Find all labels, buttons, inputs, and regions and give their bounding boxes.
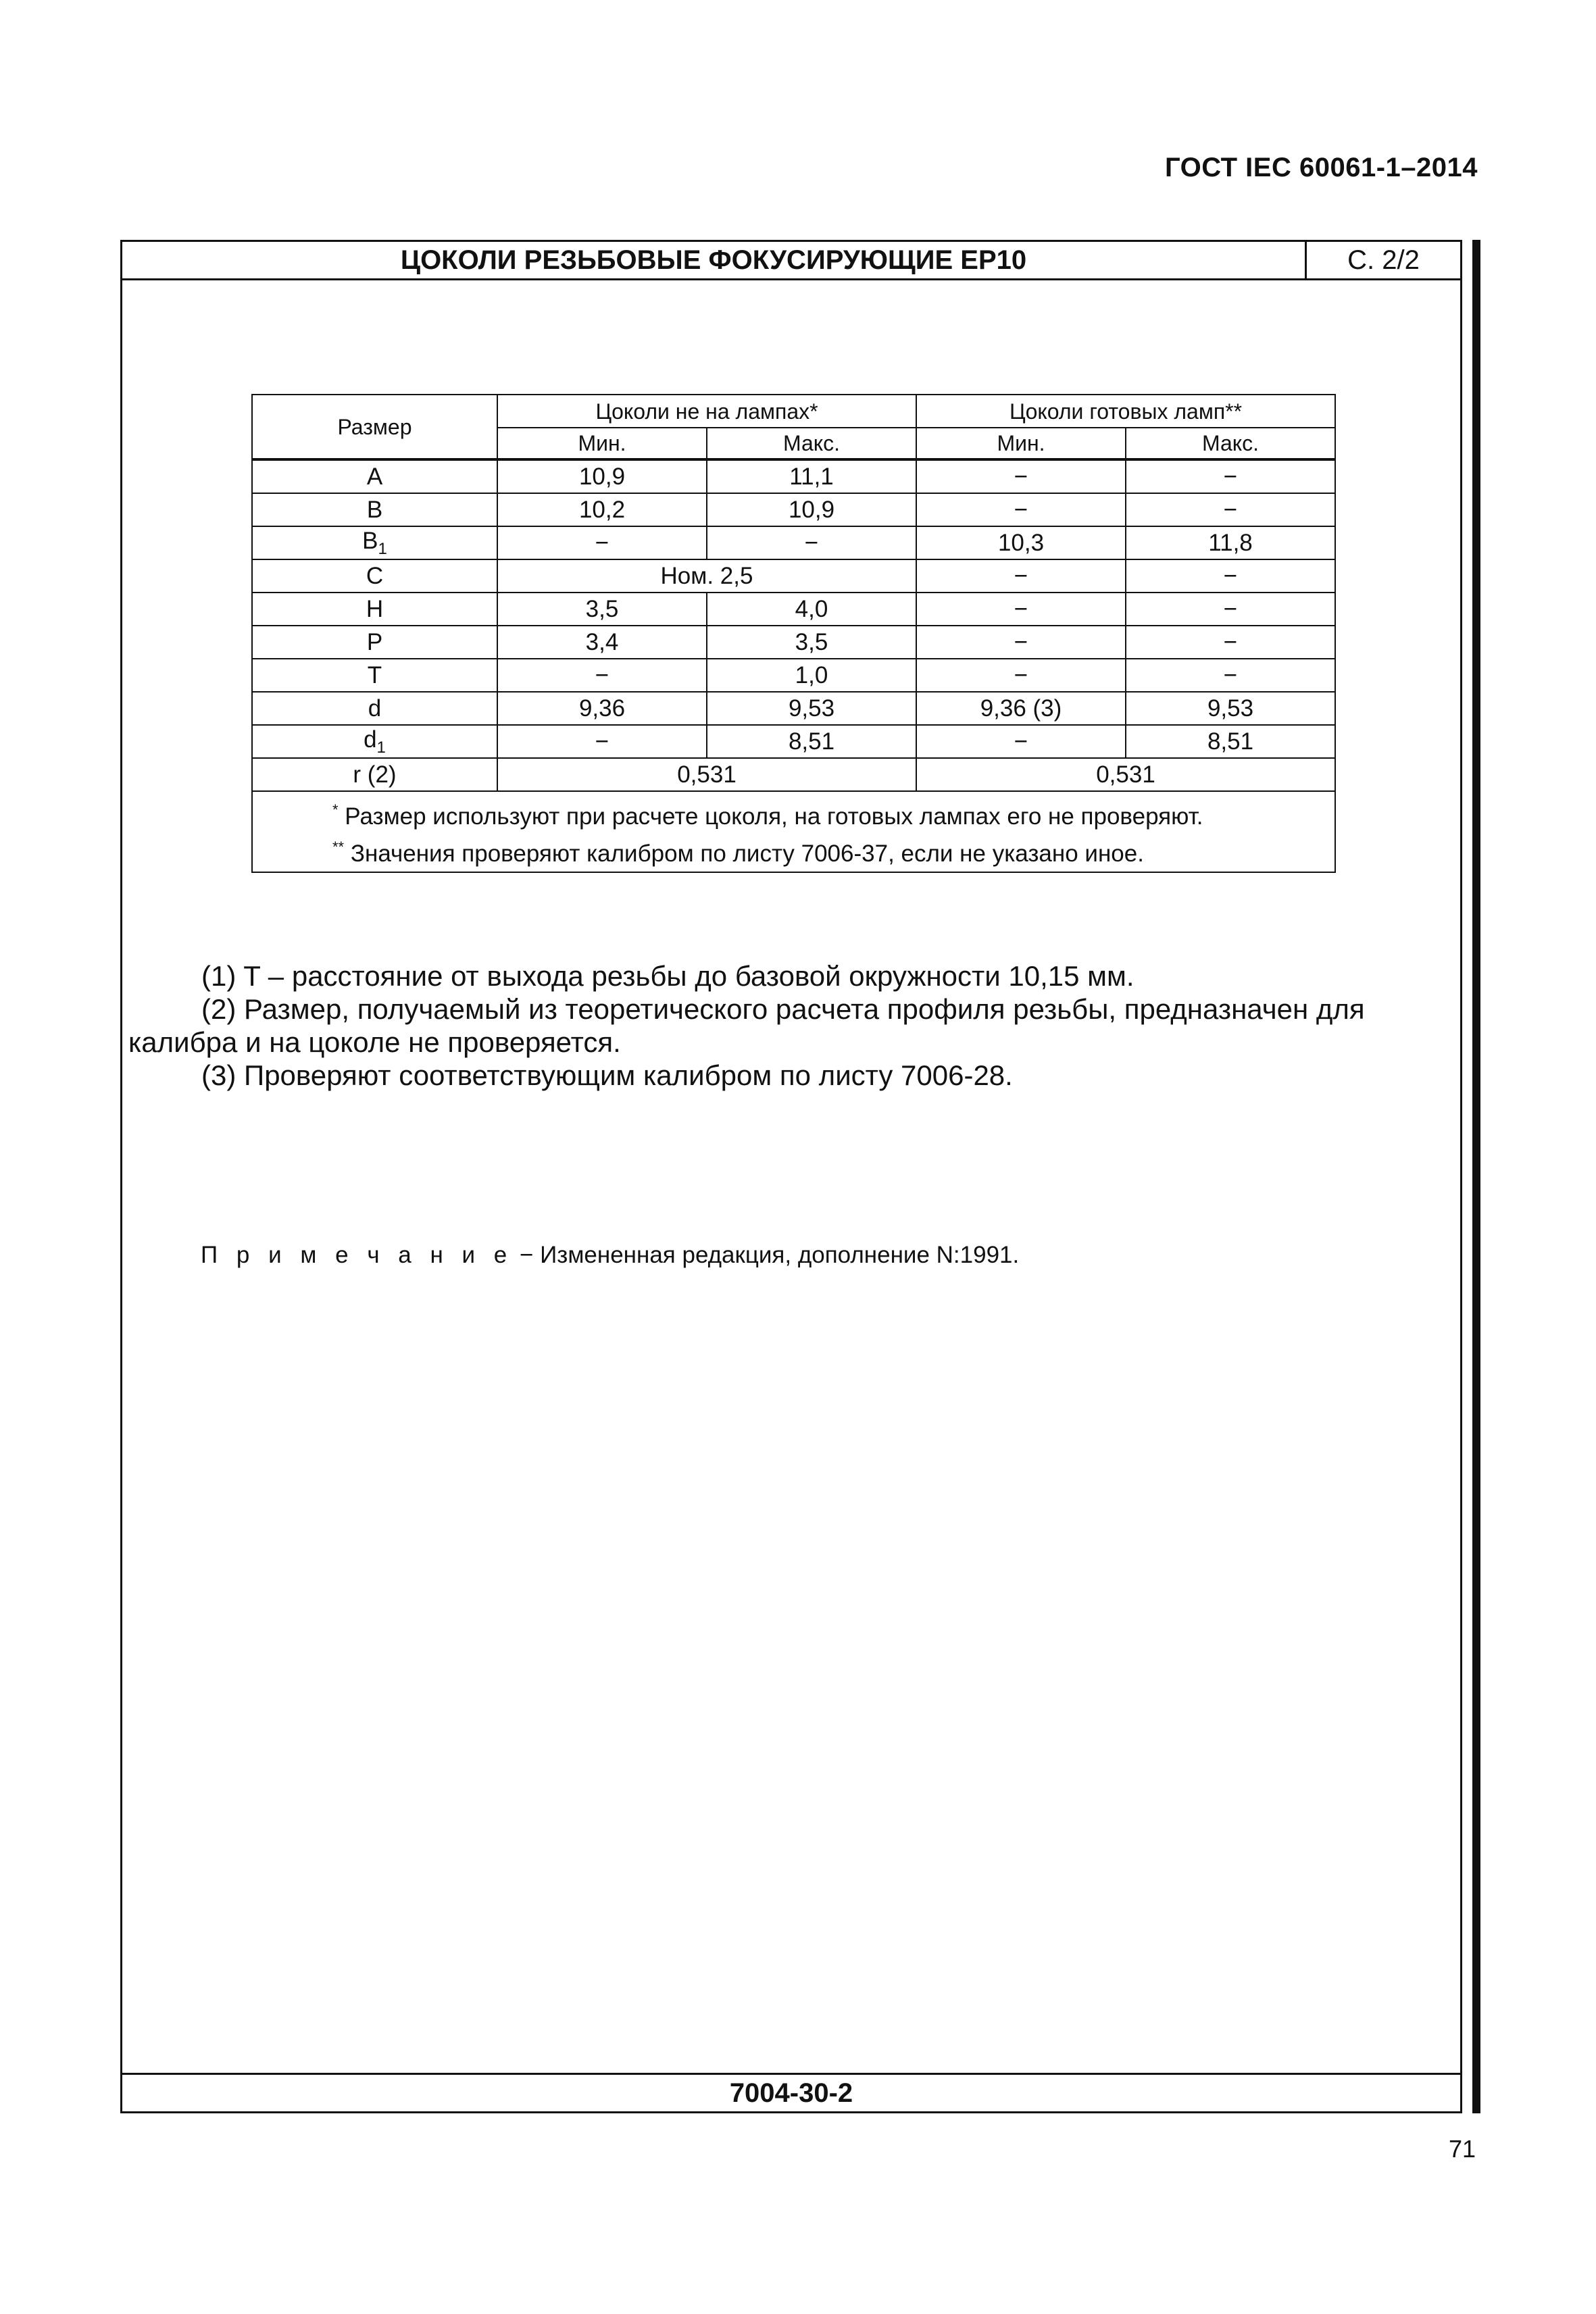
footnote-mark: *: [332, 801, 339, 818]
footnote-text: Размер используют при расчете цоколя, на готовых лампах его не проверяют.: [338, 803, 1203, 830]
table-row: [252, 725, 1335, 758]
table-footnotes: [252, 791, 1335, 872]
header-max: Макс.: [707, 428, 916, 459]
footnote-text: Значения проверяют калибром по листу 7006-37, если не указано иное.: [344, 840, 1144, 867]
note-3: [128, 1059, 1456, 1092]
table-row: [252, 692, 1335, 725]
header-min: Мин.: [916, 428, 1126, 459]
cell-value: 8,51: [1126, 725, 1335, 758]
row-label: C: [252, 559, 497, 593]
cell-value: −: [916, 659, 1126, 692]
table-row: [252, 526, 1335, 559]
sheet-code: 7004-30-2: [122, 2073, 1460, 2111]
table-row: [252, 493, 1335, 526]
title-row: [122, 242, 1460, 280]
cell-value: 3,4: [497, 626, 707, 659]
note-2: [128, 992, 1456, 1059]
remark-text: − Измененная редакция, дополнение N:1991.: [513, 1242, 1020, 1268]
header-size: Размер: [252, 395, 497, 459]
row-label-subscript: 1: [376, 738, 386, 757]
note-2-text: (2) Размер, получаемый из теоретического расчета профиля резьбы, предназначен для калибра и на цоколе не проверяется.: [128, 993, 1365, 1058]
cell-value: −: [707, 526, 916, 559]
cell-value: −: [497, 659, 707, 692]
cell-value: 10,2: [497, 493, 707, 526]
row-label-subscript: 1: [378, 539, 387, 558]
cell-value: 11,1: [707, 459, 916, 493]
footnote-2: [332, 832, 1335, 869]
table-row: [252, 758, 1335, 791]
row-label-main: d: [364, 726, 377, 753]
cell-value: −: [916, 459, 1126, 493]
row-label: T: [252, 659, 497, 692]
footnote-1: [332, 795, 1335, 832]
cell-value: −: [916, 559, 1126, 593]
cell-value: −: [497, 725, 707, 758]
cell-value: Ном. 2,5: [497, 559, 916, 593]
header-min: Мин.: [497, 428, 707, 459]
table-row: [252, 659, 1335, 692]
table-row: [252, 459, 1335, 493]
cell-value: −: [1126, 593, 1335, 626]
cell-value: 9,36 (3): [916, 692, 1126, 725]
cell-value: 10,9: [707, 493, 916, 526]
cell-value: 0,531: [916, 758, 1335, 791]
cell-value: −: [916, 493, 1126, 526]
cell-value: 11,8: [1126, 526, 1335, 559]
page-number: 71: [1448, 2135, 1476, 2163]
frame-side-bar: [1472, 240, 1480, 2113]
table-row: [252, 593, 1335, 626]
row-label: A: [252, 459, 497, 493]
cell-value: −: [1126, 559, 1335, 593]
cell-value: −: [1126, 626, 1335, 659]
cell-value: 10,3: [916, 526, 1126, 559]
sheet-number: С. 2/2: [1347, 245, 1420, 275]
cell-value: 9,53: [707, 692, 916, 725]
document-header: ГОСТ IEC 60061-1–2014: [1164, 153, 1478, 182]
cell-value: 9,53: [1126, 692, 1335, 725]
cell-value: −: [1126, 493, 1335, 526]
remark: [201, 1242, 1019, 1269]
cell-value: −: [1126, 659, 1335, 692]
header-bases-lamp: Цоколи готовых ламп**: [916, 395, 1335, 428]
row-label: B: [252, 493, 497, 526]
footnote-mark: **: [332, 838, 345, 855]
remark-label: П р и м е ч а н и е: [201, 1242, 514, 1268]
cell-value: 4,0: [707, 593, 916, 626]
row-label: r (2): [252, 758, 497, 791]
note-3-text: (3) Проверяют соответствующим калибром по листу 7006-28.: [201, 1059, 1013, 1091]
dimensions-table: [251, 394, 1336, 873]
row-label: [252, 526, 497, 559]
cell-value: −: [916, 725, 1126, 758]
table-row: [252, 626, 1335, 659]
note-1: [128, 959, 1456, 992]
cell-value: 0,531: [497, 758, 916, 791]
table-row: [252, 559, 1335, 593]
sheet-title: ЦОКОЛИ РЕЗЬБОВЫЕ ФОКУСИРУЮЩИЕ ЕР10: [400, 245, 1027, 275]
cell-value: −: [916, 593, 1126, 626]
cell-value: −: [497, 526, 707, 559]
header-bases-no-lamp: Цоколи не на лампах*: [497, 395, 916, 428]
cell-value: −: [1126, 459, 1335, 493]
row-label: [252, 725, 497, 758]
note-1-text: (1) T – расстояние от выхода резьбы до базовой окружности 10,15 мм.: [201, 960, 1134, 992]
cell-value: 8,51: [707, 725, 916, 758]
row-label: P: [252, 626, 497, 659]
row-label: d: [252, 692, 497, 725]
table-notes-row: [252, 791, 1335, 872]
cell-value: 3,5: [707, 626, 916, 659]
cell-value: 3,5: [497, 593, 707, 626]
row-label: H: [252, 593, 497, 626]
cell-value: 10,9: [497, 459, 707, 493]
row-label-main: B: [362, 527, 378, 554]
cell-value: −: [916, 626, 1126, 659]
cell-value: 9,36: [497, 692, 707, 725]
cell-value: 1,0: [707, 659, 916, 692]
header-max: Макс.: [1126, 428, 1335, 459]
